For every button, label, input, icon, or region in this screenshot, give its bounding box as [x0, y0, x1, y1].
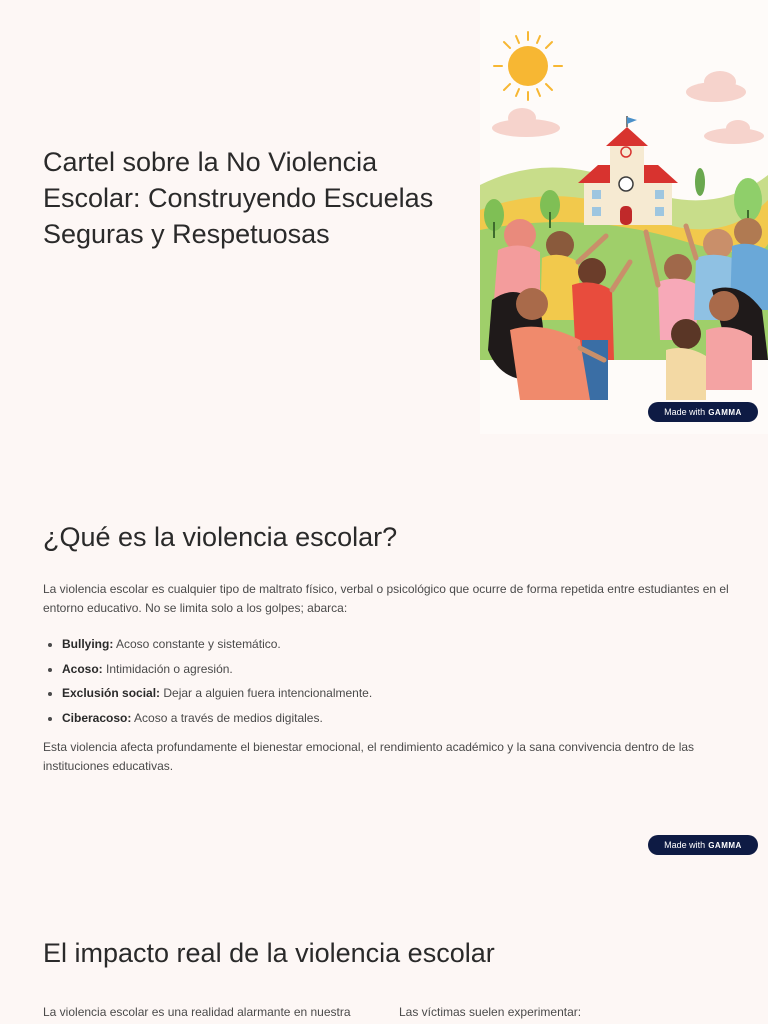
list-item: [62, 706, 372, 731]
school-illustration: [480, 0, 768, 434]
badge-brand: GAMMA: [708, 840, 742, 850]
badge-prefix: Made with: [664, 407, 706, 417]
list-item-text: Dejar a alguien fuera intencionalmente.: [160, 686, 373, 700]
list-item-text: Acoso a través de medios digitales.: [131, 710, 323, 725]
list-item: [62, 632, 372, 657]
made-with-gamma-badge[interactable]: [648, 835, 758, 855]
badge-brand: GAMMA: [708, 407, 742, 417]
badge-prefix: Made with: [664, 840, 706, 850]
made-with-gamma-badge[interactable]: [648, 402, 758, 422]
section-heading-que-es: ¿Qué es la violencia escolar?: [43, 522, 398, 552]
impact-right-text: Las víctimas suelen experimentar:: [399, 1005, 582, 1019]
list-item-text: Intimidación o agresión.: [102, 661, 233, 676]
list-item-term: Exclusión social:: [62, 686, 161, 700]
list-item-term: Acoso:: [62, 661, 103, 676]
sun-icon: [494, 32, 562, 100]
intro-paragraph: La violencia escolar es cualquier tipo de maltrato físico, verbal o psicológico que ocurre de forma repetida entre estudiantes en el entorno educativo. No se limita solo a los golpes; abarca:: [43, 582, 729, 615]
list-item-term: Bullying:: [62, 637, 114, 651]
slide-title: [0, 0, 768, 434]
page-title: Cartel sobre la No Violencia Escolar: Construyendo Escuelas Seguras y Respetuosas: [43, 147, 434, 249]
list-item-term: Ciberacoso:: [62, 710, 132, 725]
list-item-text: Acoso constante y sistemático.: [113, 637, 281, 651]
section-heading-impacto: El impacto real de la violencia escolar: [43, 938, 495, 968]
list-item: [62, 657, 372, 682]
closing-paragraph: Esta violencia afecta profundamente el bienestar emocional, el rendimiento académico y la sana convivencia dentro de las instituciones educativas.: [43, 740, 695, 773]
school-icon: [578, 116, 678, 225]
violence-types-list: [43, 632, 372, 730]
impact-left-text: La violencia escolar es una realidad alarmante en nuestra: [43, 1005, 351, 1019]
list-item: [62, 681, 372, 706]
